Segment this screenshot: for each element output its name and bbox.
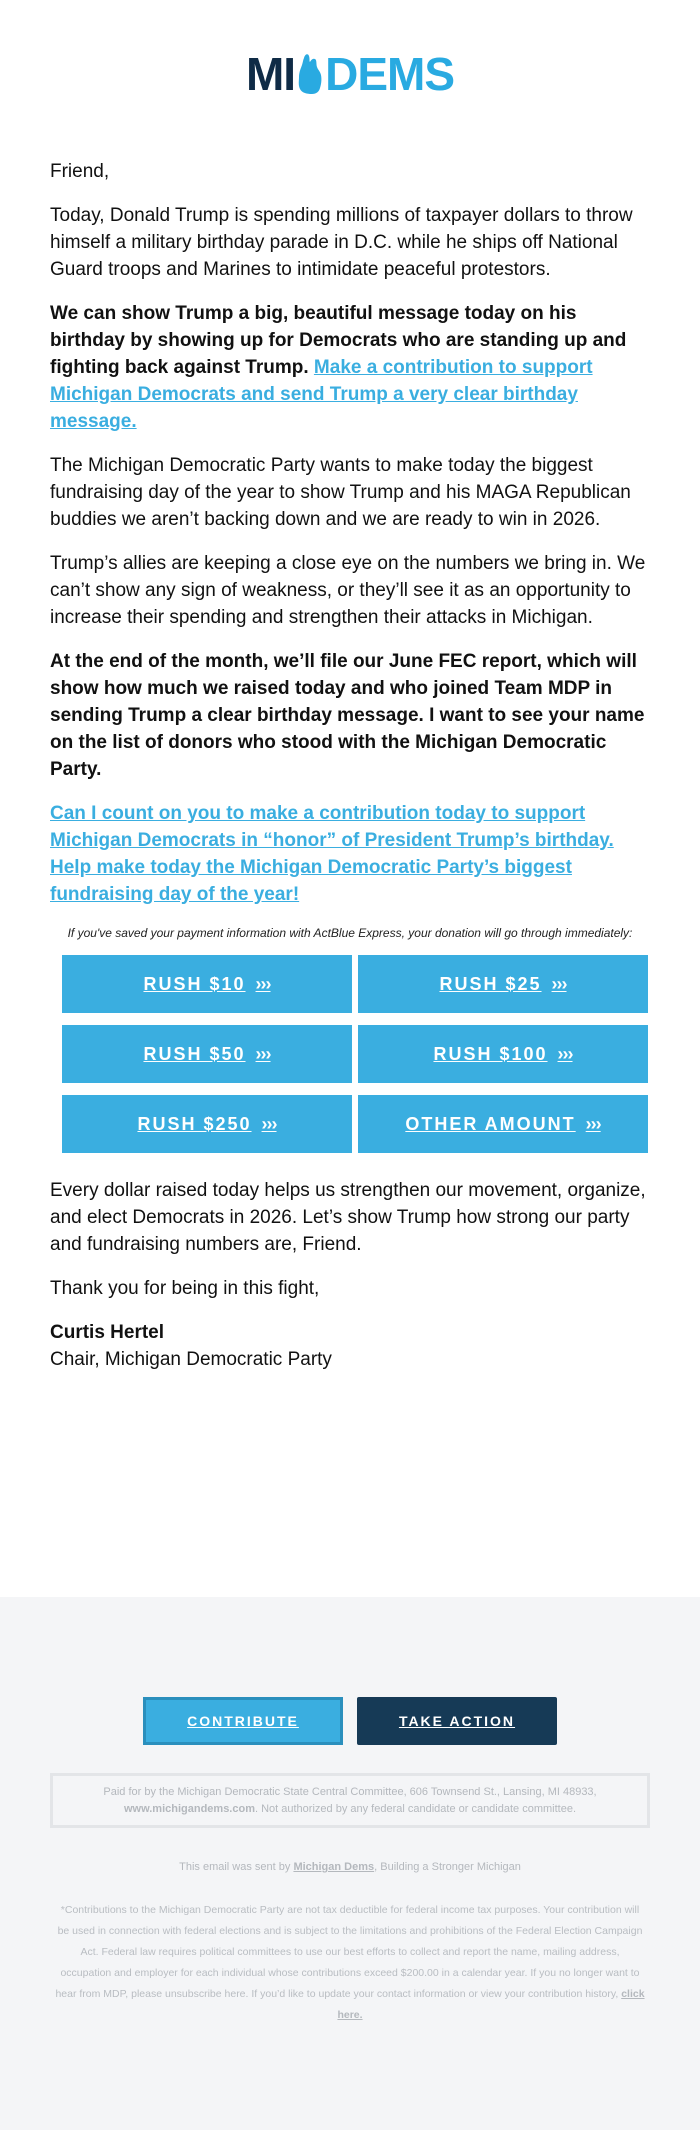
paid-for-disclaimer — [50, 1773, 650, 1828]
rush-10-button[interactable] — [62, 955, 352, 1013]
rush-250-button[interactable] — [62, 1095, 352, 1153]
paragraph-allies: Trump’s allies are keeping a close eye on the numbers we bring in. We can’t show any sign of weakness, or they’ll see it as an opportunity to increase their spending and strengthen their attacks in Michigan. — [50, 553, 646, 628]
midems-logo[interactable] — [0, 50, 700, 98]
contribute-button[interactable]: CONTRIBUTE — [143, 1697, 343, 1745]
logo-mi-text: MI — [245, 48, 296, 100]
click-here-link[interactable]: click here. — [337, 1988, 645, 2021]
logo-wordmark — [245, 48, 454, 100]
rush-50-button[interactable] — [62, 1025, 352, 1083]
paragraph-fec-report: At the end of the month, we’ll file our June FEC report, which will show how much we raised today and who joined Team MDP in sending Trump a clear birthday message. I want to see your name on the list of donors who stood with the Michigan Democratic Party. — [50, 651, 645, 780]
logo-dems-text: DEMS — [325, 48, 454, 100]
greeting: Friend, — [50, 161, 110, 182]
other-amount-button[interactable] — [358, 1095, 648, 1153]
sent-by-line — [0, 1861, 700, 1873]
email-content — [50, 158, 650, 1390]
closing-line: Thank you for being in this fight, — [50, 1278, 320, 1299]
rush-100-button[interactable] — [358, 1025, 648, 1083]
rush-25-label: RUSH $25 — [439, 973, 542, 994]
actblue-note: If you've saved your payment information with ActBlue Express, your donation will go through immediately: — [67, 926, 633, 940]
chevrons-right-icon: ››› — [261, 1113, 277, 1134]
contribution-link[interactable]: Make a contribution to support Michigan Democrats and send Trump a very clear birthday message. — [50, 357, 593, 432]
rush-50-label: RUSH $50 — [143, 1043, 246, 1064]
chevrons-right-icon: ››› — [585, 1113, 601, 1134]
contribution-cta-link[interactable]: Can I count on you to make a contribution today to support Michigan Democrats in “honor” of President Trump’s birthday. Help make today the Michigan Democratic Party’s biggest fundraising day of the year! — [50, 803, 614, 905]
chevrons-right-icon: ››› — [551, 973, 567, 994]
paid-for-line2: . Not authorized by any federal candidate or candidate committee. — [254, 1802, 577, 1815]
other-amount-label: OTHER AMOUNT — [405, 1113, 576, 1134]
michigan-mitten-icon — [296, 52, 324, 96]
chevrons-right-icon: ››› — [557, 1043, 573, 1064]
take-action-button[interactable]: TAKE ACTION — [357, 1697, 557, 1745]
fine-print-text: *Contributions to the Michigan Democratic Party are not tax deductible for federal income tax purposes. Your contribution will be used in connection with federal elections and is subject to the limitations and prohibitions of the Federal Election Campaign Act. Federal law requires political committees to use our best efforts to collect and report the name, mailing address, occupation and employer for each individual whose contributions exceed $200.00 in a calendar year. If you no longer want to hear from MDP, please unsubscribe here. If you’d like to update your contact information or view your contribution history, — [55, 1904, 643, 2000]
sent-by-suffix: , Building a Stronger Michigan — [374, 1861, 521, 1873]
paragraph-every-dollar: Every dollar raised today helps us strengthen our movement, organize, and elect Democrats in 2026. Let’s show Trump how strong our party and fundraising numbers are, Friend. — [50, 1180, 646, 1255]
paid-for-line1: Paid for by the Michigan Democratic State Central Committee, 606 Townsend St., Lansing, MI 48933, — [103, 1785, 597, 1798]
fine-print — [55, 1900, 645, 2026]
paragraph-message-bold: We can show Trump a big, beautiful message today on his birthday by showing up for Democrats who are standing up and fighting back against Trump. — [50, 303, 627, 378]
paragraph-parade: Today, Donald Trump is spending millions of taxpayer dollars to throw himself a military birthday parade in D.C. while he ships off National Guard troops and Marines to intimidate peaceful protestors. — [50, 205, 633, 280]
rush-25-button[interactable] — [358, 955, 648, 1013]
sent-by-prefix: This email was sent by — [179, 1861, 294, 1873]
paid-for-line2-wrap — [124, 1801, 576, 1818]
rush-10-label: RUSH $10 — [143, 973, 246, 994]
signature-name: Curtis Hertel — [50, 1322, 165, 1343]
paragraph-fundraising-day: The Michigan Democratic Party wants to make today the biggest fundraising day of the year to show Trump and his MAGA Republican buddies we aren’t backing down and we are ready to win in 2026. — [50, 455, 631, 530]
rush-250-label: RUSH $250 — [137, 1113, 252, 1134]
email-footer — [0, 1597, 700, 2130]
chevrons-right-icon: ››› — [255, 1043, 271, 1064]
footer-buttons — [0, 1697, 700, 1745]
chevrons-right-icon: ››› — [255, 973, 271, 994]
signature-title: Chair, Michigan Democratic Party — [50, 1349, 332, 1370]
michigan-dems-link[interactable]: Michigan Dems — [293, 1861, 375, 1873]
donation-buttons-grid — [62, 955, 644, 1153]
paid-for-url: www.michigandems.com — [123, 1802, 255, 1815]
rush-100-label: RUSH $100 — [433, 1043, 548, 1064]
paragraph-message — [50, 300, 650, 435]
